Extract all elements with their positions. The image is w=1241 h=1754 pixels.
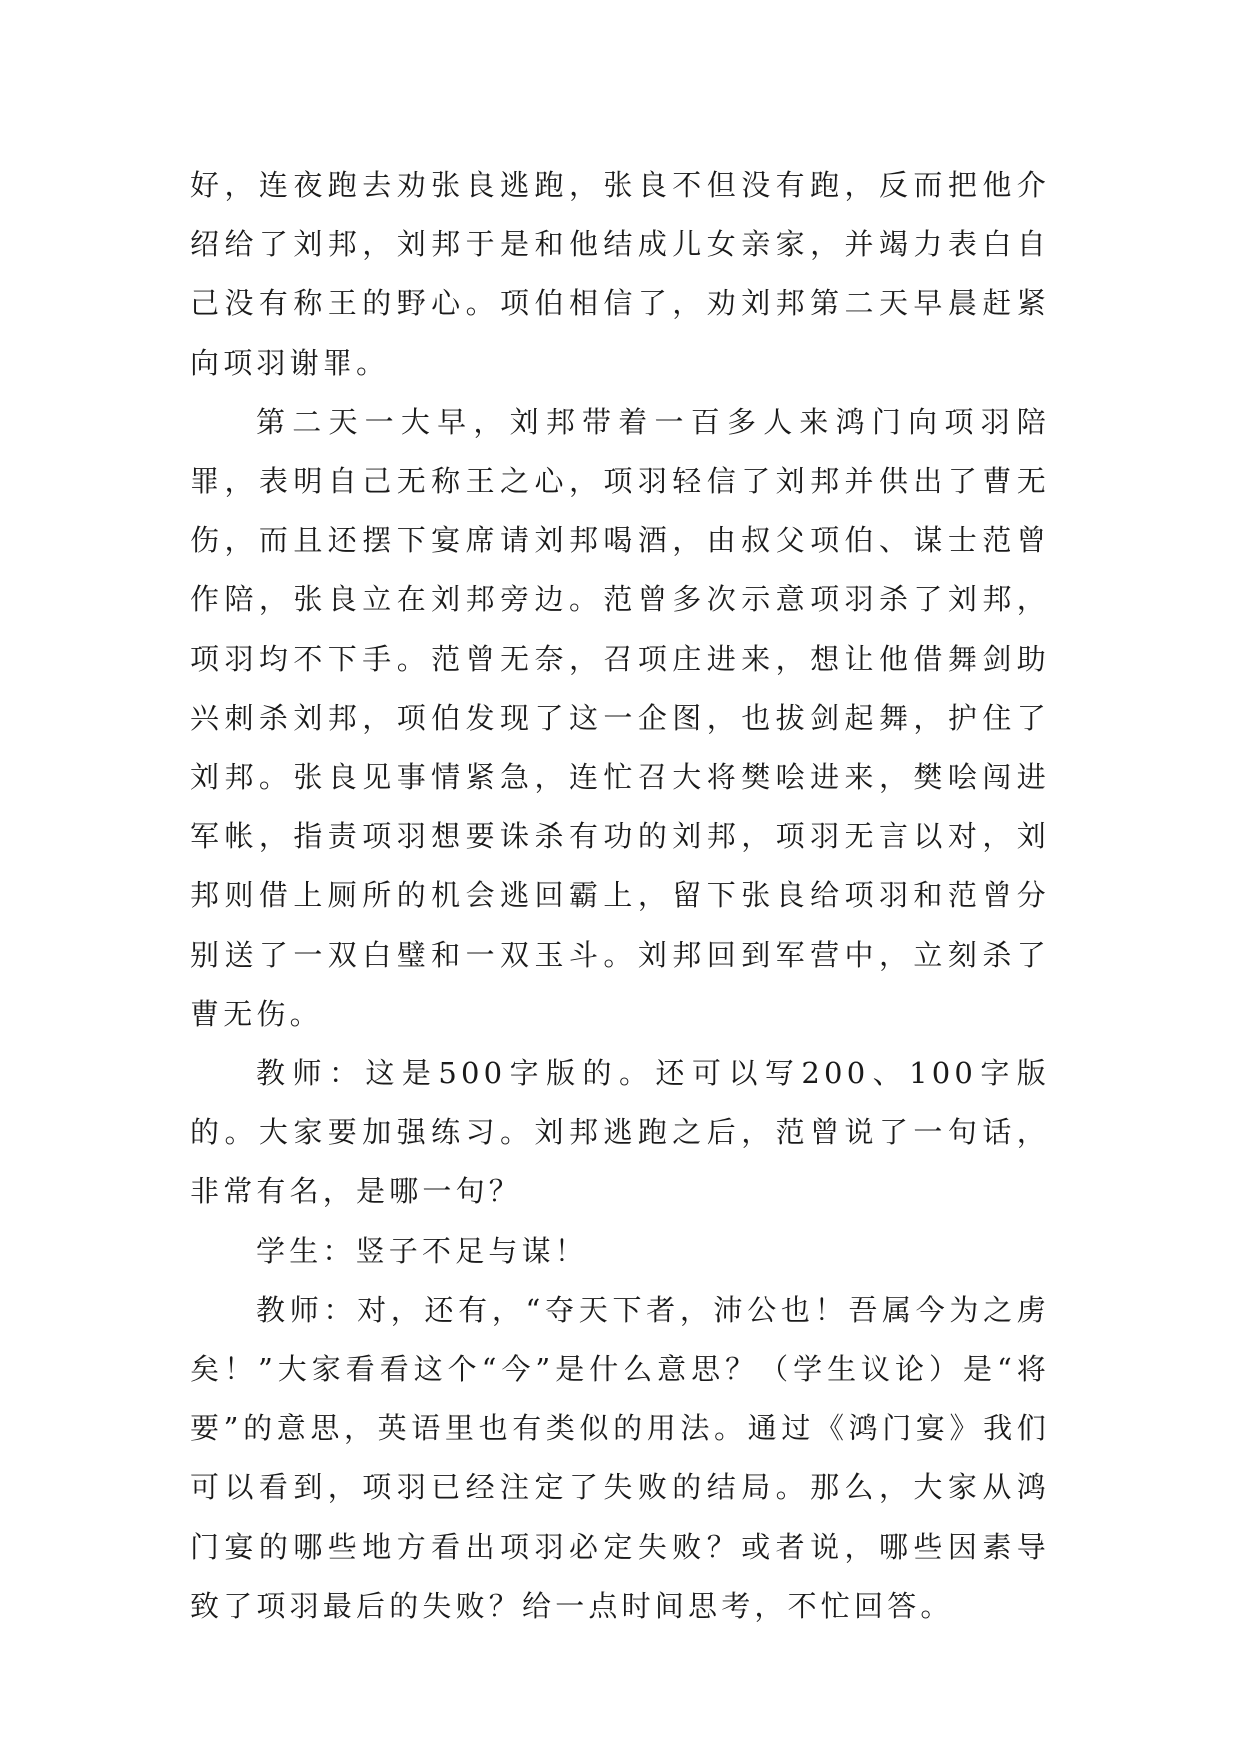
paragraph-teacher-discussion: 教师：对，还有，“夺天下者，沛公也！吾属今为之虏矣！”大家看看这个“今”是什么意思？（学生议论）是“将要”的意思，英语里也有类似的用法。通过《鸿门宴》我们可以看到，项羽已经注定了失败的结局。那么，大家从鸿门宴的哪些地方看出项羽必定失败？或者说，哪些因素导致了项羽最后的失败？给一点时间思考，不忙回答。 [190,1292,1050,1623]
paragraph-student-answer: 学生：竖子不足与谋！ [256,1233,589,1268]
paragraph-continuation: 好，连夜跑去劝张良逃跑，张良不但没有跑，反而把他介绍给了刘邦，刘邦于是和他结成儿女亲家，并竭力表白自己没有称王的野心。项伯相信了，劝刘邦第二天早晨赶紧向项羽谢罪。 [190,168,1050,380]
paragraph-narrative: 第二天一大早，刘邦带着一百多人来鸿门向项羽陪罪，表明自己无称王之心，项羽轻信了刘邦并供出了曹无伤，而且还摆下宴席请刘邦喝酒，由叔父项伯、谋士范曾作陪，张良立在刘邦旁边。范曾多次示意项羽杀了刘邦，项羽均不下手。范曾无奈，召项庄进来，想让他借舞剑助兴刺杀刘邦，项伯发现了这一企图，也拔剑起舞，护住了刘邦。张良见事情紧急，连忙召大将樊哙进来，樊哙闯进军帐，指责项羽想要诛杀有功的刘邦，项羽无言以对，刘邦则借上厕所的机会逃回霸上，留下张良给项羽和范曾分别送了一双白璧和一双玉斗。刘邦回到军营中，立刻杀了曹无伤。 [190,404,1050,1031]
paragraph-teacher-question: 教师：这是500字版的。还可以写200、100字版的。大家要加强练习。刘邦逃跑之后，范曾说了一句话，非常有名，是哪一句？ [190,1056,1050,1209]
document-body [190,156,1050,1636]
